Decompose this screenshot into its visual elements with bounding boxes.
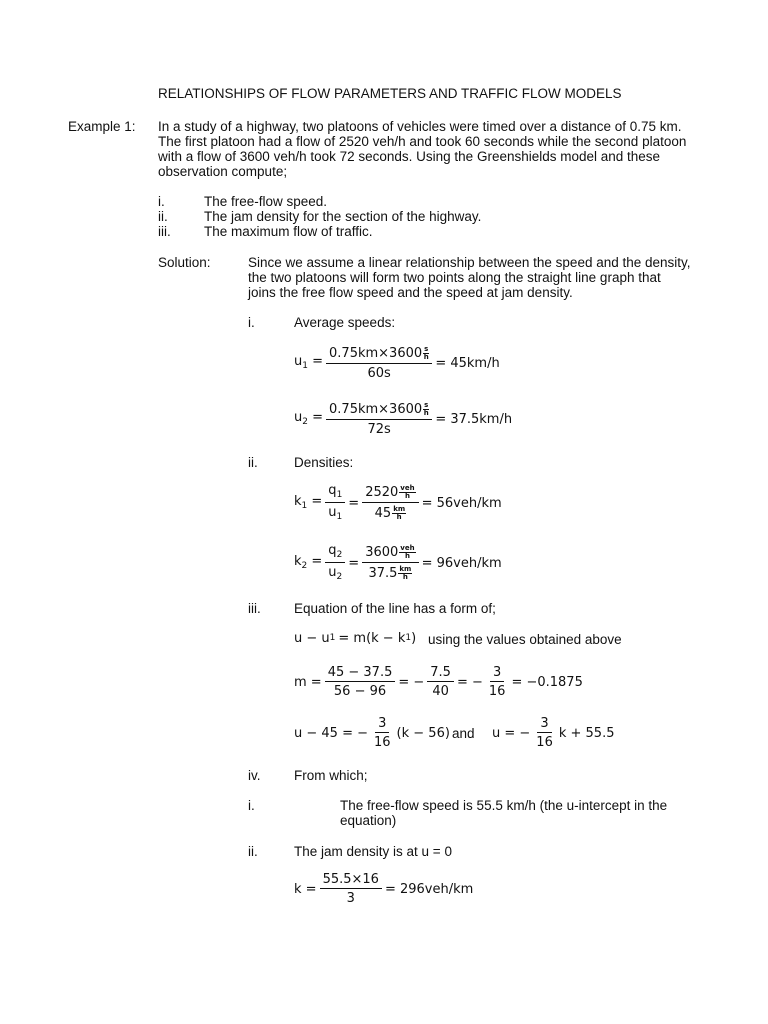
eq-k1-dunit-d: h	[396, 513, 402, 521]
eq-k2-unit-d: h	[404, 552, 410, 560]
equation-k2: $k_2$ = $\frac{q_2}{u_2}$ = 3600 $\frac{\text{veh}}{h}$ 37.5 $\frac{km}{h}$ = 96veh/km	[294, 543, 502, 582]
eq-m-f2n: 7.5	[427, 666, 454, 682]
eq-line-sub1: 1	[329, 633, 336, 643]
and-text: and	[452, 726, 475, 741]
example-line-4: observation compute;	[158, 164, 288, 179]
step-text-i: Average speeds:	[294, 315, 396, 330]
eq-u1-sub: 1	[302, 361, 308, 371]
eq-ueq2-fn: 3	[537, 717, 551, 733]
eq-k2-dunit-n: km	[399, 565, 412, 573]
example-line-3: with a flow of 3600 veh/h took 72 seconds. Using the Greenshields model and these	[158, 149, 661, 164]
eq-k2-fden: u	[328, 565, 337, 580]
eq-k1-unit-n: veh	[400, 484, 415, 492]
eq-u1-unit-d: h	[423, 353, 429, 361]
solution-line-2: the two platoons will form two points along the straight line graph that	[248, 270, 661, 285]
step-num-i: i.	[248, 315, 255, 330]
eq-u2-unit-n: s	[424, 401, 429, 409]
eq-k1-fden: u	[328, 505, 337, 520]
eq-k1-dunit-n: km	[393, 505, 406, 513]
eq-m-eq3: = −	[456, 674, 483, 690]
eq-ueq2-fd: 16	[536, 735, 553, 750]
example-line-1: In a study of a highway, two platoons of vehicles were timed over a distance of 0.75 km.	[158, 119, 682, 134]
eq-u2-result: = 37.5km/h	[435, 411, 513, 427]
question-text-1: The free-flow speed.	[204, 194, 328, 209]
eq-ueq1-lhs: u − 45 = −	[294, 725, 368, 741]
eq-u1-lhs: u	[294, 354, 303, 369]
step-text-iv: From which;	[294, 768, 368, 783]
question-text-2: The jam density for the section of the highway.	[204, 209, 482, 224]
substep-text-ii: The jam density is at u = 0	[294, 844, 452, 859]
equation-k1: $k_1$ = $\frac{q_1}{u_1}$ = 2520 $\frac{\text{veh}}{h}$ 45 $\frac{km}{h}$ = 56veh/km	[294, 483, 502, 522]
eq-k1-fnum-sub: 1	[336, 490, 343, 500]
eq-kj-fd: 3	[346, 891, 355, 906]
eq-u2-unit-d: h	[423, 409, 429, 417]
eq-m-eq2: = −	[398, 674, 425, 690]
eq-k2-fden-sub: 2	[336, 572, 343, 582]
page-title: RELATIONSHIPS OF FLOW PARAMETERS AND TRAFFIC FLOW MODELS	[158, 86, 622, 101]
equation-line-form	[294, 632, 416, 645]
step-num-ii: ii.	[248, 455, 258, 470]
equation-u2: $u_2$ = 0.75km×3600 $\frac{s}{h}$ 72s = 37.5km/h	[294, 401, 513, 437]
step-text-ii: Densities:	[294, 455, 354, 470]
eq-u2-num: 0.75km×3600	[329, 402, 423, 417]
equation-kj	[294, 873, 473, 905]
equation-u-eq2	[492, 717, 614, 749]
eq-kj-lhs: k =	[294, 881, 317, 897]
equation-u1: $u_1$ = 0.75km×3600 $\frac{s}{h}$ 60s = 45km/h	[294, 345, 500, 381]
example-line-2: The first platoon had a flow of 2520 veh/h and took 60 seconds while the second platoon	[158, 134, 687, 149]
eq-u1-unit-n: s	[424, 345, 429, 353]
eq-k2-lhs: k	[294, 554, 302, 569]
eq-u1-result: = 45km/h	[435, 355, 500, 371]
step-num-iii: iii.	[248, 601, 261, 616]
eq-line-rhs: = m(k − k	[338, 631, 406, 646]
eq-m-f2d: 40	[432, 684, 449, 699]
eq-k1-fnum: q	[328, 483, 337, 498]
eq-u1-den: 60s	[367, 366, 391, 381]
question-num-2: ii.	[158, 209, 168, 224]
eq-m-f1d: 56 − 96	[333, 684, 387, 699]
equation-m	[294, 666, 583, 698]
eq-line-lhs: u − u	[294, 631, 330, 646]
example-label: Example 1:	[68, 119, 136, 134]
eq-k2-unit-n: veh	[400, 544, 415, 552]
eq-k2-dunit-d: h	[402, 573, 408, 581]
equation-u-eq1	[294, 717, 450, 749]
eq-k1-fden-sub: 1	[336, 512, 343, 522]
eq-m-lhs: m =	[294, 674, 322, 690]
question-text-3: The maximum flow of traffic.	[204, 224, 373, 239]
question-num-1: i.	[158, 194, 165, 209]
eq-line-sub2: 1	[405, 633, 412, 643]
step-num-iv: iv.	[248, 768, 261, 783]
eq-ueq1-rhs: (k − 56)	[396, 725, 450, 741]
eq-m-result: = −0.1875	[511, 674, 583, 690]
eq-line-end: )	[411, 631, 417, 646]
substep-text-i: The free-flow speed is 55.5 km/h (the u-intercept in the	[340, 798, 668, 813]
substep-num-i: i.	[248, 798, 255, 813]
eq-k1-num: 2520	[365, 485, 399, 500]
eq-k2-den: 37.5	[368, 566, 398, 581]
eq-u1-num: 0.75km×3600	[329, 346, 423, 361]
using-values-text: using the values obtained above	[428, 632, 622, 647]
eq-m-f3n: 3	[490, 666, 504, 682]
eq-k1-result: = 56veh/km	[421, 495, 502, 511]
eq-k1-unit-d: h	[404, 492, 410, 500]
eq-k2-num: 3600	[365, 545, 399, 560]
eq-ueq1-fd: 16	[374, 735, 391, 750]
eq-kj-result: = 296veh/km	[384, 881, 474, 897]
eq-k2-fnum-sub: 2	[336, 550, 343, 560]
eq-u2-lhs: u	[294, 410, 303, 425]
substep-text-i-cont: equation)	[340, 813, 397, 828]
eq-u2-den: 72s	[367, 422, 391, 437]
step-text-iii: Equation of the line has a form of;	[294, 601, 496, 616]
eq-k2-result: = 96veh/km	[421, 555, 502, 571]
solution-line-3: joins the free flow speed and the speed at jam density.	[248, 285, 573, 300]
eq-k1-den: 45	[374, 506, 392, 521]
eq-ueq2-lhs: u = −	[492, 725, 531, 741]
eq-m-f3d: 16	[488, 684, 506, 699]
substep-num-ii: ii.	[248, 844, 258, 859]
eq-ueq2-rhs: k + 55.5	[558, 725, 615, 741]
eq-k1-lhs: k	[294, 494, 302, 509]
question-num-3: iii.	[158, 224, 171, 239]
eq-k1-sub: 1	[301, 501, 308, 511]
eq-m-f1n: 45 − 37.5	[325, 666, 396, 682]
eq-k2-sub: 2	[301, 561, 308, 571]
eq-kj-fn: 55.5×16	[320, 873, 382, 889]
eq-ueq1-fn: 3	[375, 717, 389, 733]
eq-u2-sub: 2	[302, 417, 308, 427]
eq-k2-fnum: q	[328, 543, 337, 558]
solution-label: Solution:	[158, 255, 211, 270]
solution-line-1: Since we assume a linear relationship between the speed and the density,	[248, 255, 691, 270]
